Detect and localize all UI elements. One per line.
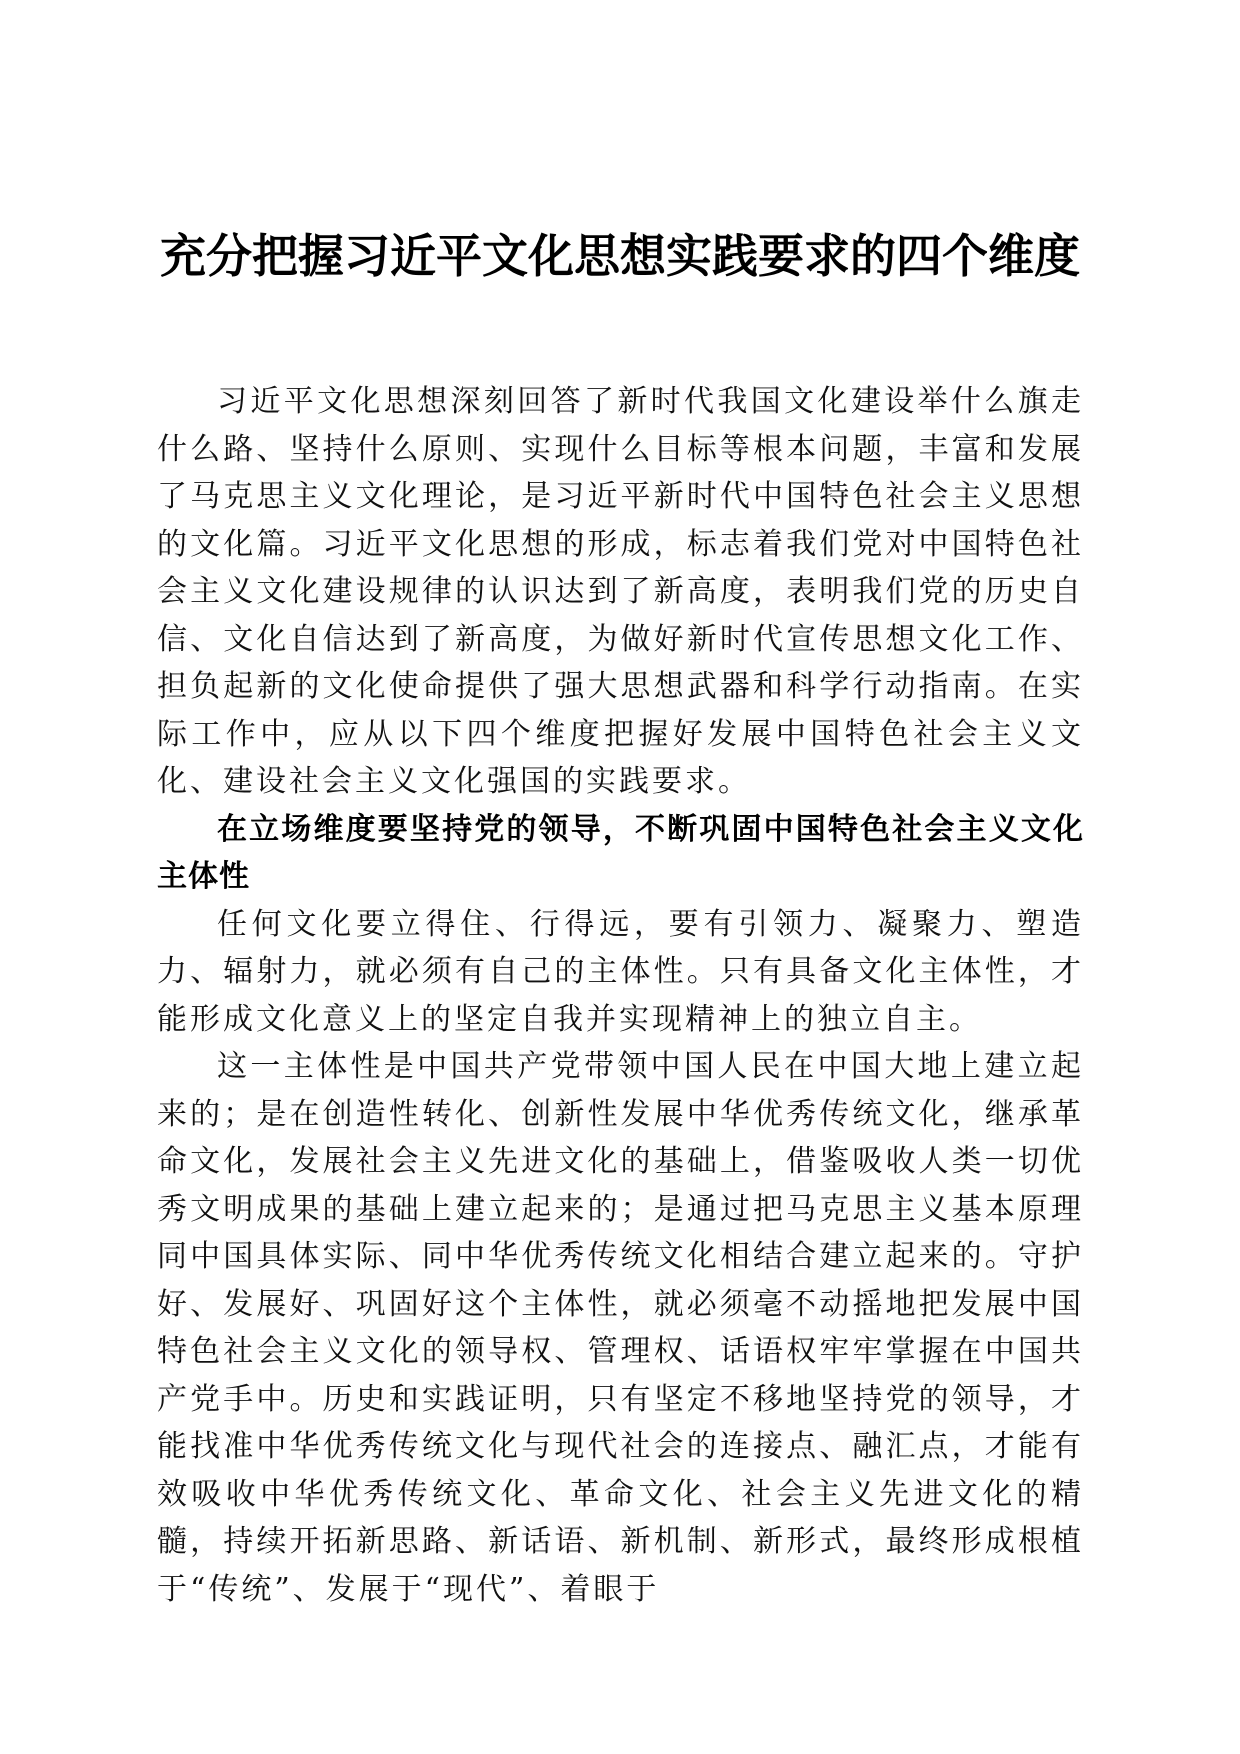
body-paragraph: 这一主体性是中国共产党带领中国人民在中国大地上建立起来的；是在创造性转化、创新性发展中华优秀传统文化，继承革命文化，发展社会主义先进文化的基础上，借鉴吸收人类一切优秀文明成果的基础上建立起来的；是通过把马克思主义基本原理同中国具体实际、同中华优秀传统文化相结合建立起来的。守护好、发展好、巩固好这个主体性，就必须毫不动摇地把发展中国特色社会主义文化的领导权、管理权、话语权牢牢掌握在中国共产党手中。历史和实践证明，只有坚定不移地坚持党的领导，才能找准中华优秀传统文化与现代社会的连接点、融汇点，才能有效吸收中华优秀传统文化、革命文化、社会主义先进文化的精髓，持续开拓新思路、新话语、新机制、新形式，最终形成根植于“传统”、发展于“现代”、着眼于	[157, 1049, 1084, 1607]
document-body	[157, 378, 1084, 1613]
body-paragraph: 习近平文化思想深刻回答了新时代我国文化建设举什么旗走什么路、坚持什么原则、实现什么目标等根本问题，丰富和发展了马克思主义文化理论，是习近平新时代中国特色社会主义思想的文化篇。习近平文化思想的形成，标志着我们党对中国特色社会主义文化建设规律的认识达到了新高度，表明我们党的历史自信、文化自信达到了新高度，为做好新时代宣传思想文化工作、担负起新的文化使命提供了强大思想武器和科学行动指南。在实际工作中，应从以下四个维度把握好发展中国特色社会主义文化、建设社会主义文化强国的实践要求。	[157, 384, 1084, 799]
section-heading: 在立场维度要坚持党的领导，不断巩固中国特色社会主义文化主体性	[157, 811, 1084, 894]
document-title: 充分把握习近平文化思想实践要求的四个维度	[160, 229, 1080, 283]
body-paragraph: 任何文化要立得住、行得远，要有引领力、凝聚力、塑造力、辐射力，就必须有自己的主体性。只有具备文化主体性，才能形成文化意义上的坚定自我并实现精神上的独立自主。	[157, 906, 1084, 1037]
